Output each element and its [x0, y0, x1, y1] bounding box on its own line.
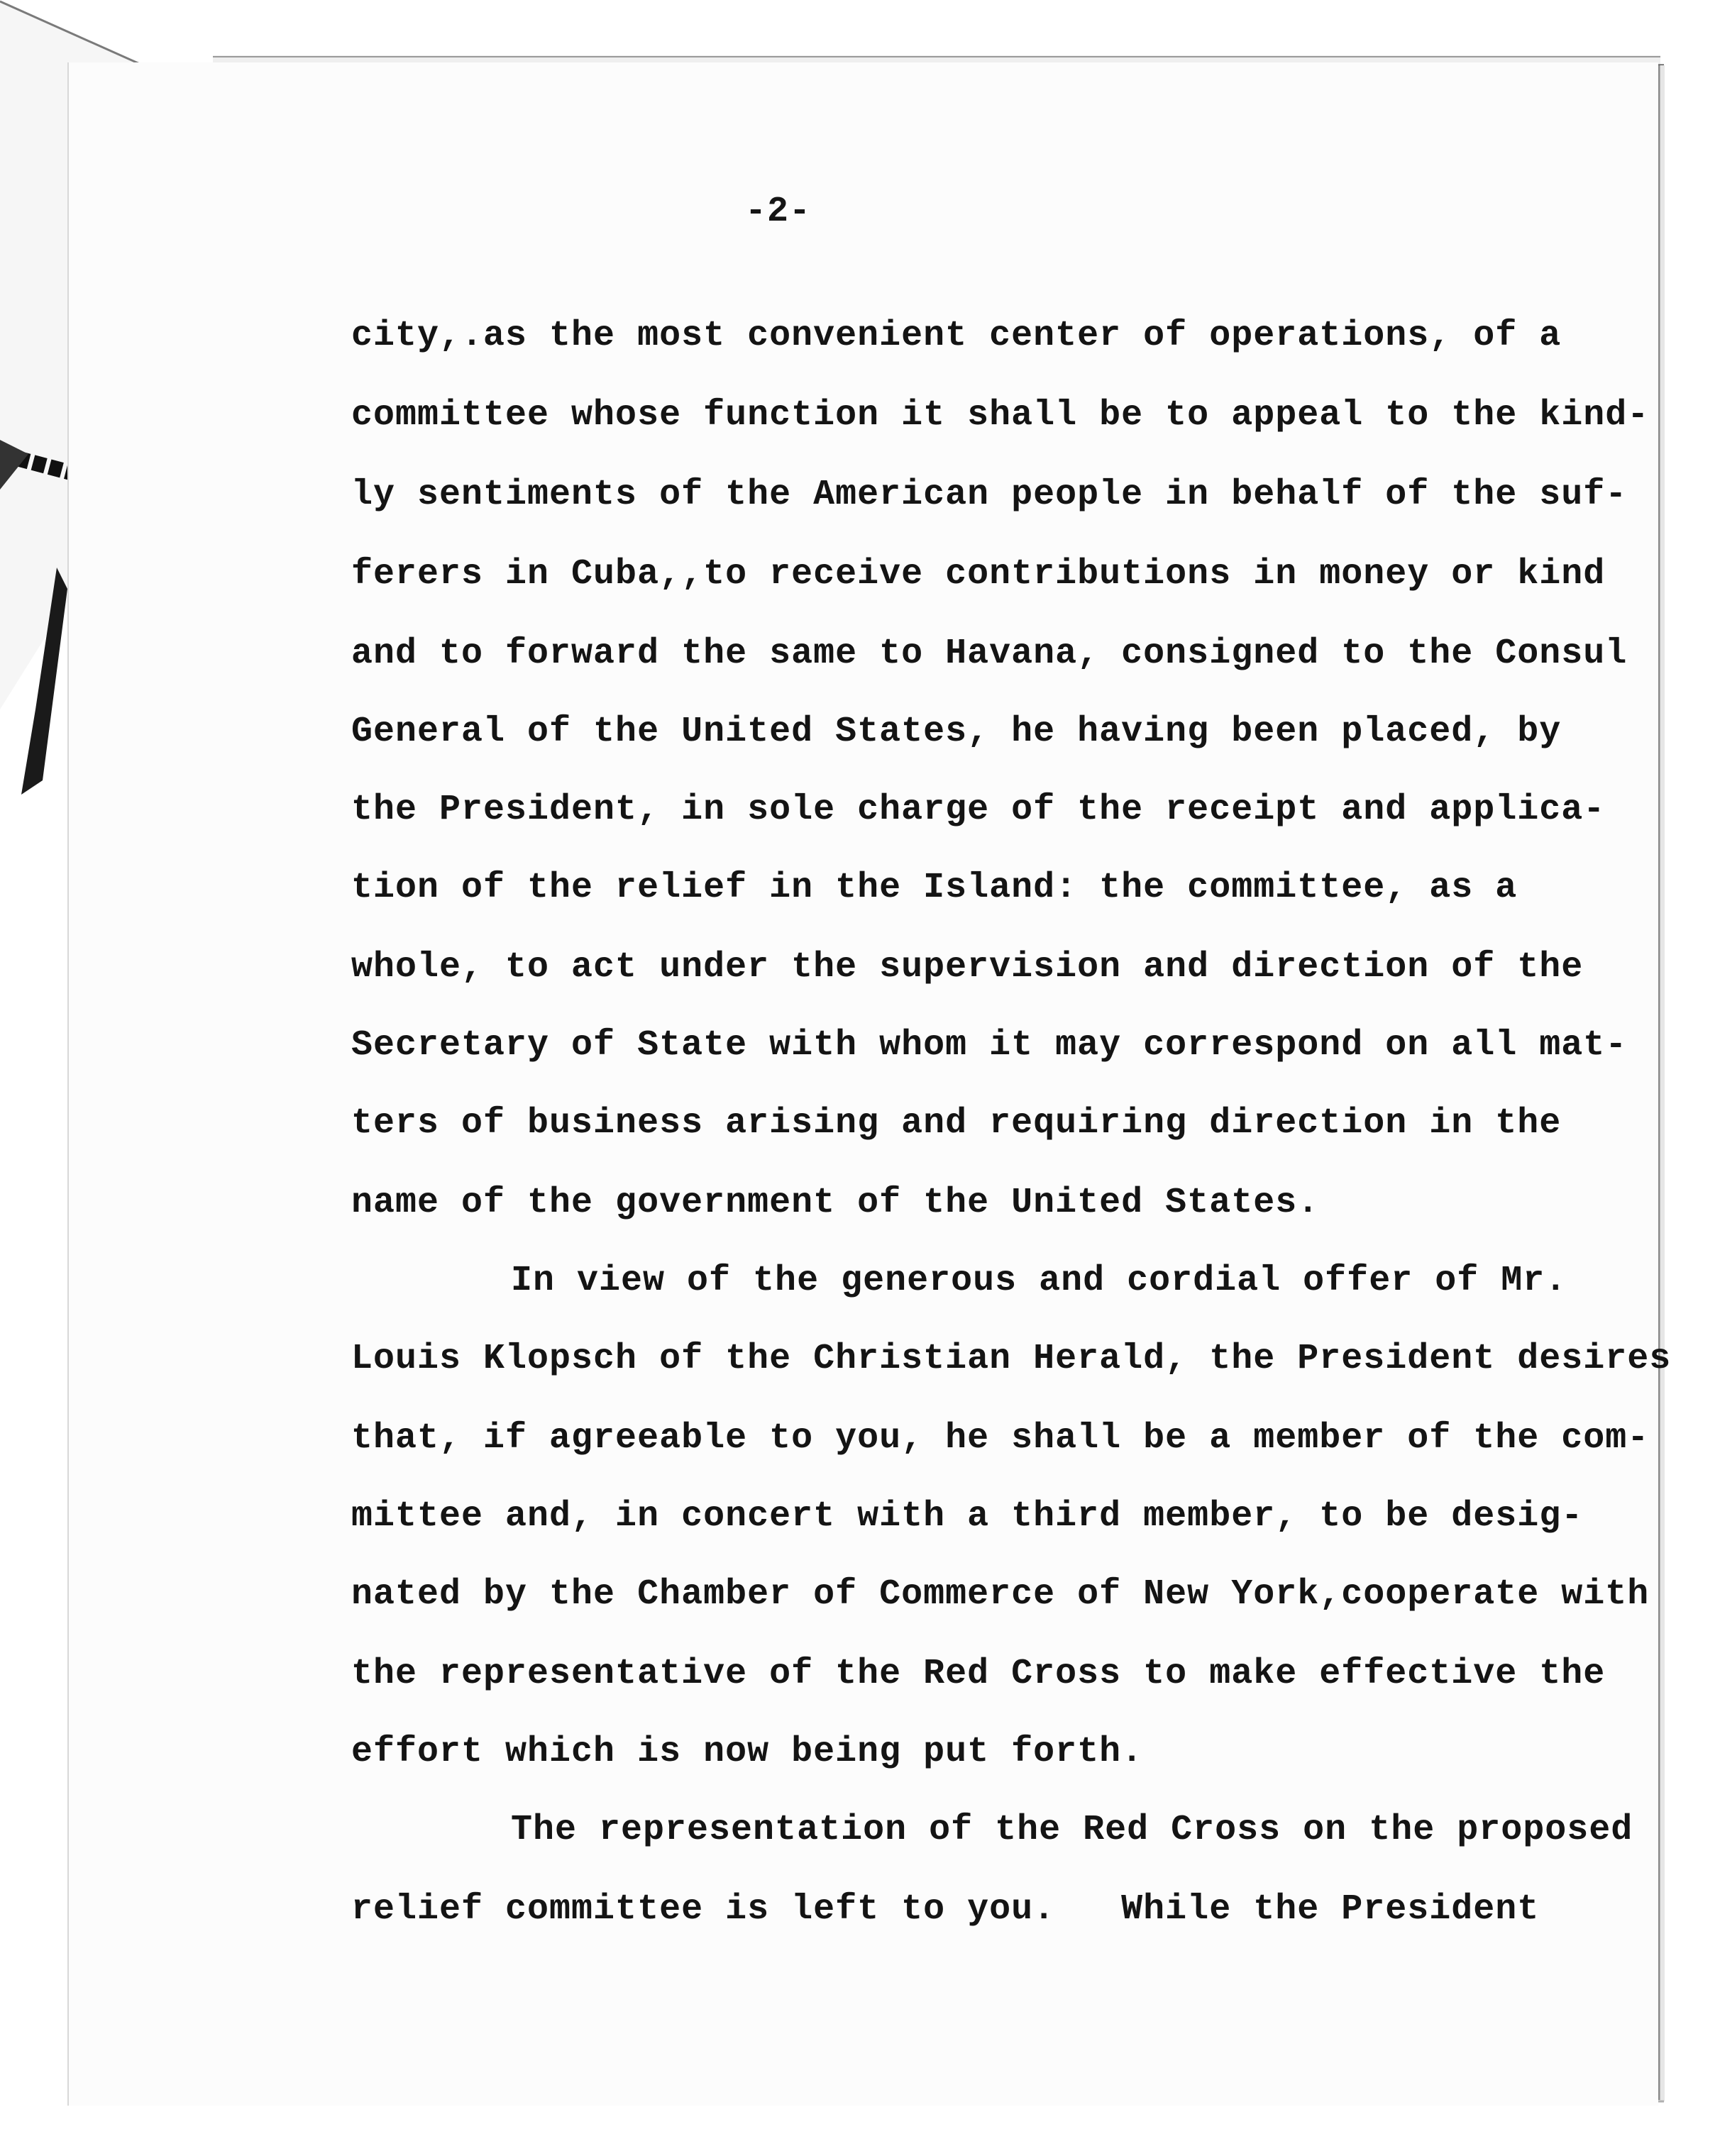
text-line: ferers in Cuba,,to receive contributions in money or kind — [351, 554, 1606, 595]
text-line: ly sentiments of the American people in behalf of the suf- — [351, 475, 1628, 515]
text-line: city,.as the most convenient center of operations, of a — [351, 316, 1562, 356]
text-line: mittee and, in concert with a third member, to be desig- — [351, 1496, 1584, 1537]
text-line: and to forward the same to Havana, consigned to the Consul — [351, 634, 1628, 674]
text-line: that, if agreeable to you, he shall be a member of the com- — [351, 1418, 1650, 1459]
paragraph-start-line: In view of the generous and cordial offer of Mr. — [511, 1261, 1567, 1301]
text-line: Secretary of State with whom it may correspond on all mat- — [351, 1025, 1628, 1066]
text-line: effort which is now being put forth. — [351, 1732, 1144, 1772]
text-line: the representative of the Red Cross to make effective the — [351, 1654, 1606, 1694]
text-line: Louis Klopsch of the Christian Herald, the President desires — [351, 1339, 1672, 1379]
text-line: tion of the relief in the Island: the committee, as a — [351, 868, 1518, 908]
text-line: General of the United States, he having been placed, by — [351, 712, 1562, 752]
text-line: relief committee is left to you. While the President — [351, 1889, 1540, 1930]
text-line: committee whose function it shall be to appeal to the kind- — [351, 395, 1650, 436]
text-line: nated by the Chamber of Commerce of New York,cooperate with — [351, 1574, 1650, 1615]
text-line: ters of business arising and requiring direction in the — [351, 1103, 1562, 1144]
text-line: name of the government of the United States. — [351, 1183, 1320, 1223]
paragraph-start-line: The representation of the Red Cross on the proposed — [511, 1810, 1633, 1850]
page-number: -2- — [745, 192, 812, 232]
letter-page — [67, 62, 1658, 2106]
text-line: whole, to act under the supervision and direction of the — [351, 947, 1584, 988]
text-line: the President, in sole charge of the receipt and applica- — [351, 790, 1606, 830]
